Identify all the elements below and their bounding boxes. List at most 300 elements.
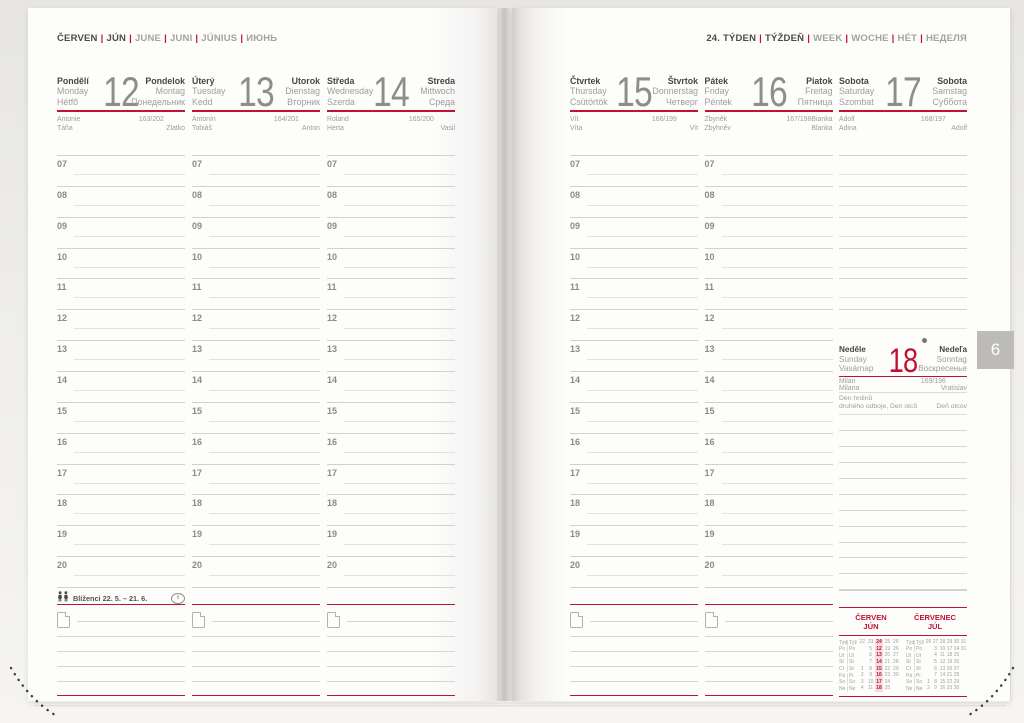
mini-cal-row [839,679,900,686]
hour-slot [192,402,320,433]
note-page-icon [570,612,583,628]
hour-label: 18 [192,498,203,509]
nameday-name: Milan [839,378,856,386]
hour-writing-line [344,513,455,514]
weekday-label: Čt [906,665,911,672]
hour-label: 15 [570,405,581,416]
hour-label: 18 [57,498,68,509]
writing-slot [839,278,967,309]
hour-slot [192,371,320,402]
mini-cal-month-name: JÚN [863,622,879,632]
nameday-row [839,377,967,393]
mini-cal-cell: 14 [876,659,882,666]
day-names-secondary [918,345,967,374]
mini-cal-grid [839,639,900,692]
hour-slot [192,494,320,525]
mini-cal-cell: 28 [893,659,899,666]
mini-cal-cell: 30 [893,672,899,679]
hour-label: 13 [704,344,715,355]
hour-grid [192,155,320,587]
hour-writing-line [722,328,833,329]
month-index-tab: 6 [977,331,1014,369]
nameday-name: Vasil [440,125,455,132]
note-line [347,621,455,622]
mini-cal-cell: 9 [934,685,937,692]
day-name: Friday [704,86,729,96]
hour-slot [57,525,185,556]
hour-writing-line [209,421,320,422]
pipe-separator: | [240,33,244,44]
hour-writing-line [722,359,833,360]
day-of-year-counter: 168/197 [920,116,946,123]
mini-cal-cell: 3 [860,678,864,685]
hour-writing-line [74,328,185,329]
day-header [327,60,455,115]
hour-writing-line [74,452,185,453]
hour-slot [57,556,185,587]
hour-writing-line [587,236,698,237]
day-number: 13 [238,68,274,115]
mini-cal-cell: 12 [876,645,882,652]
hour-slot [705,371,833,402]
hour-label: 14 [704,375,715,386]
month-header [57,33,277,44]
mini-cal-cell: 26 [925,639,932,646]
mini-cal-cell: 27 [893,652,899,659]
hour-label: 09 [192,220,203,231]
hour-slot [57,464,185,495]
day-name: Neděle [839,344,866,354]
new-moon-icon [922,338,927,343]
hour-slot [570,371,698,402]
hour-slot [327,186,455,217]
day-name: Tuesday [192,86,226,96]
note-line-accent [705,695,833,696]
hour-label: 16 [570,436,581,447]
note-line [705,666,833,667]
mini-cal-cell: 24 [953,645,960,652]
writing-line [839,543,967,559]
mini-cal-row [839,639,900,646]
hour-slot [57,309,185,340]
mini-cal-cell: 13 [876,652,882,659]
day-name: Donnerstag [652,86,698,96]
mini-cal-cell: 22 [859,639,865,646]
day-header [570,60,698,115]
weekday-label: Ut [847,653,858,659]
pipe-separator: | [807,33,811,44]
mini-cal-cell: 17 [876,678,882,685]
mini-cal-cell [925,646,932,653]
hour-label: 07 [327,159,338,169]
pipe-separator: | [845,33,849,44]
mini-calendars [839,608,967,700]
hour-label: 20 [327,560,338,571]
writing-line [839,463,967,479]
day-of-year-counter: 167/198 [786,116,812,123]
note-line [57,681,185,682]
nameday-name: Zbyněk [704,116,728,123]
hour-writing-line [344,297,455,298]
day-of-year-counter: 165/200 [408,116,434,123]
note-line [212,621,320,622]
hour-label: 14 [570,375,581,386]
hour-slot [570,464,698,495]
note-line [192,651,320,652]
hour-label: 16 [327,436,338,447]
hour-label: 17 [192,467,203,478]
hour-writing-line [587,575,698,576]
weekday-label: Ut [914,653,925,659]
writing-slot [839,155,967,186]
hour-slot [57,371,185,402]
writing-line [839,267,967,268]
perforated-corner-left [6,658,70,722]
zodiac-label: Blíženci 22. 5. – 21. 6. [73,594,148,604]
notes-block [192,605,320,697]
note-line [192,681,320,682]
weekday-label: Týd [839,639,847,646]
hour-slot [705,464,833,495]
writing-line [839,511,967,527]
hour-label: 15 [192,405,203,416]
mini-cal-cell: 20 [946,665,953,672]
hour-label: 20 [192,560,203,571]
header-part: НЕДЕЛЯ [926,33,967,44]
hour-label: 20 [704,560,715,571]
mini-cal-cell: 13 [939,665,946,672]
hour-slot [57,402,185,433]
mini-cal-cell: 19 [884,645,891,652]
hour-slot [192,433,320,464]
hour-label: 14 [327,375,338,386]
hour-label: 07 [704,159,715,169]
mini-cal-cell: 7 [869,659,872,666]
grid-footer [57,587,185,605]
writing-slot [839,309,967,340]
note-line [192,636,320,637]
day-of-year-counter: 169/196 [920,378,946,386]
hour-writing-line [344,359,455,360]
writing-line [839,415,967,431]
hour-label: 09 [57,220,68,231]
hour-label: 20 [57,560,68,571]
day-names-primary [570,76,608,108]
hour-slot [570,309,698,340]
writing-line [839,558,967,574]
hour-label: 09 [704,220,715,231]
hour-writing-line [587,390,698,391]
day-header [839,60,967,115]
mini-cal-cell [858,659,866,666]
gemini-symbol-icon: II [171,593,185,604]
mini-cal-cell: 4 [860,685,864,692]
mini-cal-month-name: ČERVENEC [913,613,957,623]
mini-cal-cell: 17 [946,645,953,652]
mini-cal-titles [839,613,967,631]
day-name: Úterý [192,75,215,86]
hour-writing-line [344,544,455,545]
mini-cal-row [839,652,900,659]
day-name: Szerda [327,96,355,107]
hour-slot [57,340,185,371]
mini-cal-cell: 24 [884,678,891,685]
hour-label: 12 [570,313,581,324]
day-names-primary [705,76,732,108]
hour-writing-line [722,483,833,484]
perforated-corner-right [954,658,1018,722]
hour-label: 15 [57,405,68,416]
day-name: Hétfő [57,96,79,107]
hour-slot [327,278,455,309]
day-name: Nedeľa [939,344,967,354]
day-number: 15 [616,68,652,115]
hour-slot [705,494,833,525]
hour-slot [327,217,455,248]
hour-slot [192,217,320,248]
mini-cal-cell: 25 [884,639,891,646]
day-name: Monday [57,86,89,96]
hour-slot [570,433,698,464]
holiday-text: druhého odboje, Den otců [839,403,918,411]
weekday-label: Čt [839,665,844,672]
day-name: Montag [155,86,185,96]
day-header [57,60,185,115]
hour-writing-line [587,483,698,484]
nameday-row [192,115,320,139]
hour-label: 12 [57,313,68,324]
weekday-label: Št [847,666,858,672]
mini-cal-cell: 10 [939,645,946,652]
hour-label: 18 [704,498,715,509]
weekday-label: So [847,679,858,685]
hour-writing-line [587,205,698,206]
mini-cal-cell: 26 [893,639,899,646]
hour-label: 11 [57,282,67,293]
weekday-label: Ne [914,686,925,692]
day-name: Четверг [665,96,698,107]
day-column-14 [327,60,455,697]
day-number: 12 [103,68,139,115]
hour-slot [57,494,185,525]
day-names-secondary [932,76,967,108]
hour-slot [705,309,833,340]
hour-slot [705,248,833,279]
nameday-name: Roland [327,116,349,123]
note-line [192,666,320,667]
hour-writing-line [722,452,833,453]
mini-cal-cell: 26 [893,645,899,652]
hour-label: 16 [704,436,715,447]
mini-cal-row [839,659,900,666]
note-line [570,666,698,667]
writing-line [839,297,967,298]
pipe-separator: | [100,33,104,44]
mini-cal-row [839,672,900,679]
nameday-name: Zbyhněv [704,125,731,132]
hour-label: 19 [570,529,581,540]
header-part: 24. TÝDEN [706,33,757,44]
hour-writing-line [74,575,185,576]
header-part: JUNE [134,33,162,44]
day-names-secondary [798,76,833,108]
mini-cal-grids [839,639,967,692]
pipe-separator: | [759,33,763,44]
hour-writing-line [722,513,833,514]
mini-cal-cell: 27 [953,665,960,672]
hour-writing-line [344,421,455,422]
mini-cal-cell: 4 [934,652,937,659]
nameday-name: Víta [570,125,583,132]
hour-label: 16 [57,436,68,447]
mini-cal-row [906,646,967,653]
hour-writing-line [587,452,698,453]
hour-writing-line [344,328,455,329]
header-part: WOCHE [851,33,889,44]
day-name: Utorok [291,75,320,86]
weekday-label: Pá [906,672,913,679]
hour-slot [570,248,698,279]
hour-grid [705,155,833,587]
header-part: HÉT [897,33,918,44]
weekday-label: Ne [847,686,858,692]
hour-slot [327,525,455,556]
mini-cal-row [839,685,900,692]
hour-label: 19 [192,529,203,540]
pipe-separator: | [129,33,132,44]
hour-writing-line [74,297,185,298]
divider-accent [839,696,967,697]
hour-slot [705,186,833,217]
mini-cal-cell: 31 [960,645,967,652]
weekday-label: So [839,679,846,686]
hour-label: 10 [327,251,338,262]
hour-slot [327,309,455,340]
day-column-16 [705,60,833,700]
day-name: Péntek [704,96,732,107]
sunday-writing-lines [839,415,967,590]
hour-slot [570,556,698,587]
nameday-name: Adolf [839,116,855,123]
note-line [327,681,455,682]
page-stack-edge [34,701,1006,707]
hour-slot [705,217,833,248]
weekday-label: St [839,659,844,666]
mini-cal-cell: 25 [953,652,960,659]
hour-label: 16 [192,436,203,447]
hour-slot [705,402,833,433]
grid-footer [327,587,455,605]
note-line [327,636,455,637]
nameday-name: Anton [301,125,320,132]
mini-cal-cell: 18 [876,685,882,692]
hour-label: 08 [57,189,68,200]
weekday-label: Po [906,646,913,653]
hour-writing-line [344,575,455,576]
day-name: Sobota [839,75,869,86]
hour-slot [705,155,833,186]
nameday-name: Vratislav [940,385,967,393]
left-day-columns [57,60,455,697]
weekday-label: Pi [914,673,925,679]
writing-line [839,447,967,463]
hour-writing-line [209,544,320,545]
hour-slot [705,433,833,464]
hour-slot [327,464,455,495]
hour-writing-line [587,267,698,268]
right-day-columns [570,60,967,700]
nameday-name: Zlatko [166,125,185,132]
hour-label: 19 [704,529,715,540]
hour-slot [192,186,320,217]
day-column-12 [57,60,185,697]
mini-cal-month-name: ČERVEN [855,613,887,623]
grid-footer [192,587,320,605]
day-name: Pondelok [145,75,185,86]
hour-grid [570,155,698,587]
hour-slot [327,340,455,371]
note-line [327,666,455,667]
hour-slot [705,340,833,371]
hour-label: 19 [327,529,338,540]
pipe-separator: | [164,33,167,44]
hour-grid [327,155,455,587]
day-name: Понедельник [131,96,185,107]
mini-cal-cell: 6 [869,652,872,659]
mini-cal-cell: 25 [884,685,891,692]
nameday-name: Vít [570,116,579,123]
hour-slot [570,525,698,556]
hour-writing-line [587,513,698,514]
mini-cal-cell: 11 [939,652,946,659]
hour-label: 13 [570,344,581,355]
hour-writing-line [74,236,185,237]
hour-slot [570,402,698,433]
hour-writing-line [344,236,455,237]
mini-cal-cell: 5 [934,659,937,666]
day-names-primary [839,345,873,374]
note-line [705,651,833,652]
day-names-secondary [131,76,185,108]
hour-writing-line [722,390,833,391]
mini-cal-title [903,613,967,631]
day-column-17 [839,60,967,700]
hour-writing-line [209,328,320,329]
day-header [704,60,833,115]
weekday-label: St [914,659,925,665]
hour-slot [192,155,320,186]
hour-label: 13 [57,344,68,355]
hour-label: 14 [57,375,68,386]
hour-label: 07 [192,159,203,169]
day-name: Pondělí [57,75,89,86]
header-part: JÚN [106,33,127,44]
day-name: Пятница [797,96,833,107]
nameday-name: Adina [839,125,857,132]
mini-cal-cell: 18 [946,652,953,659]
day-of-year-counter: 163/202 [138,116,164,123]
hour-writing-line [722,205,833,206]
hour-writing-line [74,174,185,175]
day-name: Csütörtök [570,96,608,107]
hour-writing-line [722,421,833,422]
hour-slot [192,556,320,587]
mini-cal-month-name: JÚL [927,622,943,632]
note-page-icon [57,612,70,628]
writing-slot [839,248,967,279]
hour-writing-line [722,575,833,576]
hour-label: 10 [57,251,68,262]
